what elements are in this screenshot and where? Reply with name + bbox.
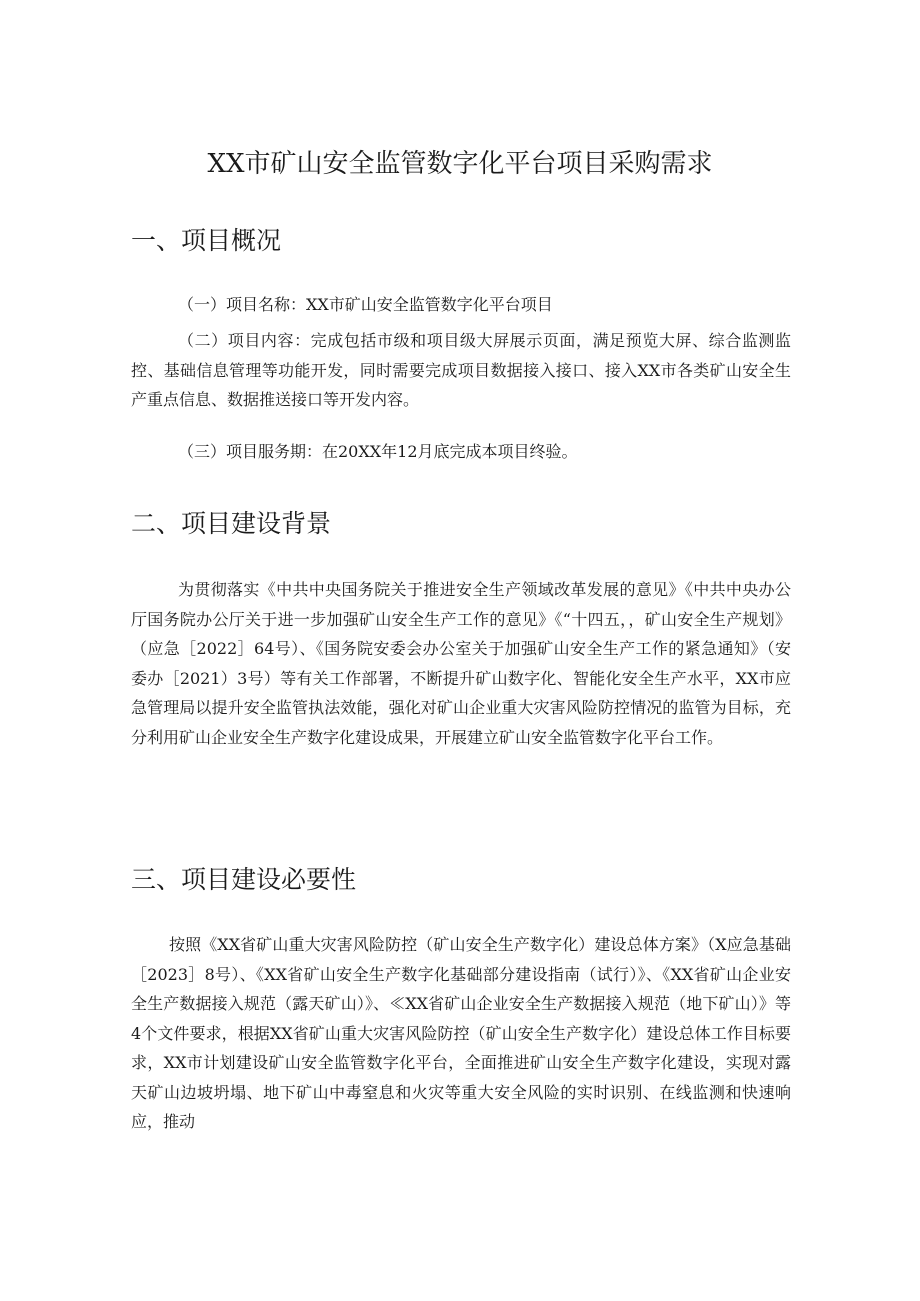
paragraph-project-content: （二）项目内容：完成包括市级和项目级大屏展示页面，满足预览大屏、综合监测监控、基础信息管理等功能开发，同时需要完成项目数据接入接口、接入XX市各类矿山安全生产重点信息、数据推送接口等开发内容。 <box>131 331 791 409</box>
paragraph-necessity: 按照《XX省矿山重大灾害风险防控（矿山安全生产数字化）建设总体方案》（X应急基础［2023］8号）、《XX省矿山安全生产数字化基础部分建设指南（试行）》、《XX省矿山企业安全生产数据接入规范（露天矿山）》、≪XX省矿山企业安全生产数据接入规范（地下矿山）》等4个文件要求，根据XX省矿山重大灾害风险防控（矿山安全生产数字化）建设总体工作目标要求，XX市计划建设矿山安全监管数字化平台，全面推进矿山安全生产数字化建设，实现对露天矿山边坡坍塌、地下矿山中毒窒息和火灾等重大安全风险的实时识别、在线监测和快速响应，推动 <box>131 935 791 1131</box>
section-heading-overview: 一、项目概况 <box>131 226 282 255</box>
paragraph-background: 为贯彻落实《中共中央国务院关于推进安全生产领域改革发展的意见》《中共中央办公厅国务院办公厅关于进一步加强矿山安全生产工作的意见》《“十四五，，矿山安全生产规划》（应急［2022］64号）、《国务院安委会办公室关于加强矿山安全生产工作的紧急通知》（安委办［2021）3号）等有关工作部署，不断提升矿山数字化、智能化安全生产水平，XX市应急管理局以提升安全监管执法效能，强化对矿山企业重大灾害风险防控情况的监管为目标，充分利用矿山企业安全生产数字化建设成果，开展建立矿山安全监管数字化平台工作。 <box>131 580 791 747</box>
paragraph-project-name: （一）项目名称：XX市矿山安全监管数字化平台项目 <box>178 295 553 314</box>
section-heading-necessity: 三、项目建设必要性 <box>131 865 357 894</box>
section-heading-background: 二、项目建设背景 <box>131 509 332 538</box>
paragraph-service-period: （三）项目服务期：在20XX年12月底完成本项目终验。 <box>178 442 578 461</box>
document-title: XX市矿山安全监管数字化平台项目采购需求 <box>207 149 713 179</box>
